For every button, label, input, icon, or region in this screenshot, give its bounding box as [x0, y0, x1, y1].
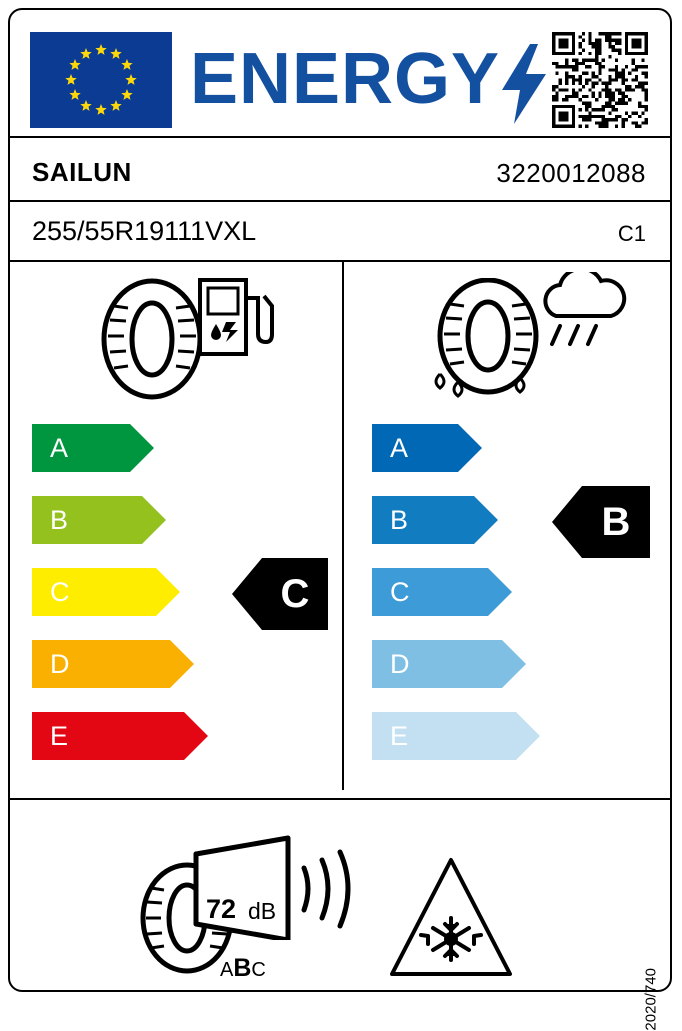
- fuel-bar-c: [32, 568, 156, 616]
- qr-code-svg: [552, 32, 648, 128]
- fuel-grade-c-label: C: [50, 576, 70, 607]
- wet-grade-c-label: C: [390, 576, 410, 607]
- page-title: ENERGY: [190, 39, 501, 119]
- fuel-bar-b: [32, 496, 142, 544]
- snowflake-mountain-icon: [388, 856, 514, 980]
- wet-bar-b: [372, 496, 474, 544]
- fuel-bar-a: [32, 424, 130, 472]
- lightning-bolt-icon: [500, 44, 548, 124]
- fuel-grade-e-label: E: [50, 720, 69, 751]
- brand-name: SAILUN: [32, 157, 132, 187]
- rain-cloud-icon: [534, 272, 630, 354]
- noise-class-c: C: [251, 959, 266, 981]
- wet-grade-a-label: A: [390, 432, 409, 463]
- tyre-size: 255/55R19111VXL: [32, 216, 257, 246]
- noise-unit: dB: [248, 898, 277, 924]
- fuel-grade-b-label: B: [50, 504, 69, 535]
- fuel-rating-value: C: [280, 571, 310, 616]
- noise-class-a: A: [220, 959, 234, 981]
- label-date: 2020/740: [643, 968, 660, 1031]
- wet-grade-d-label: D: [390, 648, 410, 679]
- wet-bar-d: [372, 640, 502, 688]
- wet-grade-b-label: B: [390, 504, 409, 535]
- fuel-pump-icon: [196, 272, 274, 358]
- eu-flag-svg: [30, 32, 172, 128]
- wet-bar-c: [372, 568, 488, 616]
- wet-bar-a: [372, 424, 458, 472]
- tyre-wet-icon: [434, 278, 542, 400]
- energy-label: [8, 8, 672, 1031]
- wet-grade-e-label: E: [390, 720, 409, 751]
- qr-code: [552, 32, 648, 128]
- fuel-rating-marker: [262, 558, 328, 630]
- fuel-grade-d-label: D: [50, 648, 70, 679]
- wet-bar-e: [372, 712, 516, 760]
- wet-rating-marker: [582, 486, 650, 558]
- noise-class-scale: [220, 954, 266, 983]
- wet-rating-value: B: [601, 499, 631, 544]
- noise-value: 72: [206, 894, 237, 924]
- divider-bottom: [10, 798, 670, 800]
- product-code: 3220012088: [496, 158, 646, 188]
- fuel-bar-d: [32, 640, 170, 688]
- label-header: [10, 10, 670, 136]
- fuel-grade-a-label: A: [50, 432, 69, 463]
- panel-divider: [342, 260, 344, 790]
- divider-size: [10, 260, 670, 262]
- divider-brand: [10, 200, 670, 202]
- tyre-class: C1: [617, 221, 646, 246]
- fuel-bar-e: [32, 712, 184, 760]
- eu-flag-icon: [30, 32, 172, 128]
- divider-header: [10, 136, 670, 138]
- noise-class-b: B: [233, 954, 252, 982]
- tyre-icon: [98, 278, 206, 400]
